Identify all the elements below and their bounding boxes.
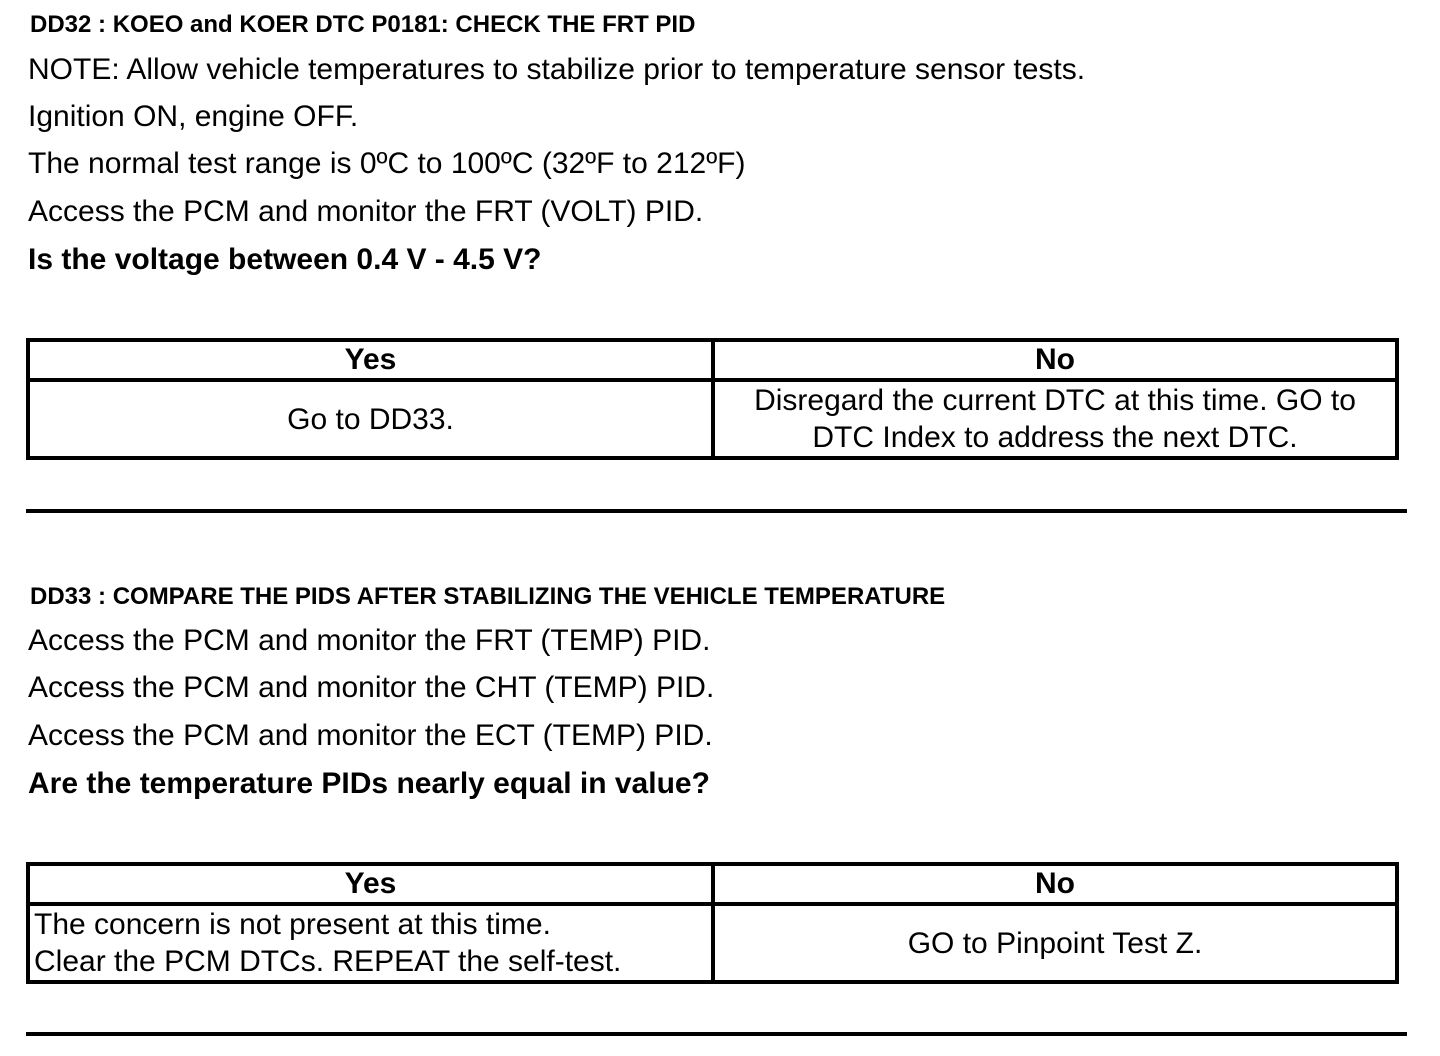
dd33-no-action: GO to Pinpoint Test Z.	[713, 904, 1397, 982]
dd32-access-line: Access the PCM and monitor the FRT (VOLT) PID.	[28, 195, 704, 228]
dd33-no-header: No	[713, 864, 1397, 904]
dd33-heading: DD33 : COMPARE THE PIDS AFTER STABILIZING THE VEHICLE TEMPERATURE	[30, 583, 946, 610]
dd33-decision-table	[26, 862, 1399, 984]
dd33-cht-line: Access the PCM and monitor the CHT (TEMP) PID.	[28, 671, 715, 704]
section-divider	[26, 509, 1407, 513]
dd32-no-action-line1: Disregard the current DTC at this time. GO to	[754, 384, 1356, 417]
dd32-yes-action: Go to DD33.	[28, 380, 713, 458]
dd32-yes-header: Yes	[28, 340, 713, 380]
dd32-ignition-line: Ignition ON, engine OFF.	[28, 100, 359, 133]
dd32-no-header: No	[713, 340, 1397, 380]
dd32-question: Is the voltage between 0.4 V - 4.5 V?	[28, 243, 542, 276]
dd32-range-line: The normal test range is 0ºC to 100ºC (32ºF to 212ºF)	[28, 147, 746, 180]
dd33-question: Are the temperature PIDs nearly equal in value?	[28, 767, 710, 800]
dd33-yes-action	[28, 904, 713, 982]
dd33-frt-line: Access the PCM and monitor the FRT (TEMP) PID.	[28, 624, 711, 657]
dd33-yes-header: Yes	[28, 864, 713, 904]
dd32-note-line: NOTE: Allow vehicle temperatures to stabilize prior to temperature sensor tests.	[28, 53, 1086, 86]
dd32-action-row	[28, 380, 1397, 458]
dd32-no-action	[713, 380, 1397, 458]
dd32-no-action-line2: DTC Index to address the next DTC.	[812, 421, 1298, 454]
dd32-decision-table	[26, 338, 1399, 460]
dd33-ect-line: Access the PCM and monitor the ECT (TEMP) PID.	[28, 719, 713, 752]
dd33-action-row	[28, 904, 1397, 982]
dd33-header-row	[28, 864, 1397, 904]
dd33-yes-action-line2: Clear the PCM DTCs. REPEAT the self-test.	[34, 945, 622, 978]
dd33-yes-action-line1: The concern is not present at this time.	[34, 908, 551, 941]
dd32-header-row	[28, 340, 1397, 380]
dd32-heading: DD32 : KOEO and KOER DTC P0181: CHECK THE FRT PID	[30, 11, 696, 38]
bottom-divider	[26, 1032, 1407, 1036]
